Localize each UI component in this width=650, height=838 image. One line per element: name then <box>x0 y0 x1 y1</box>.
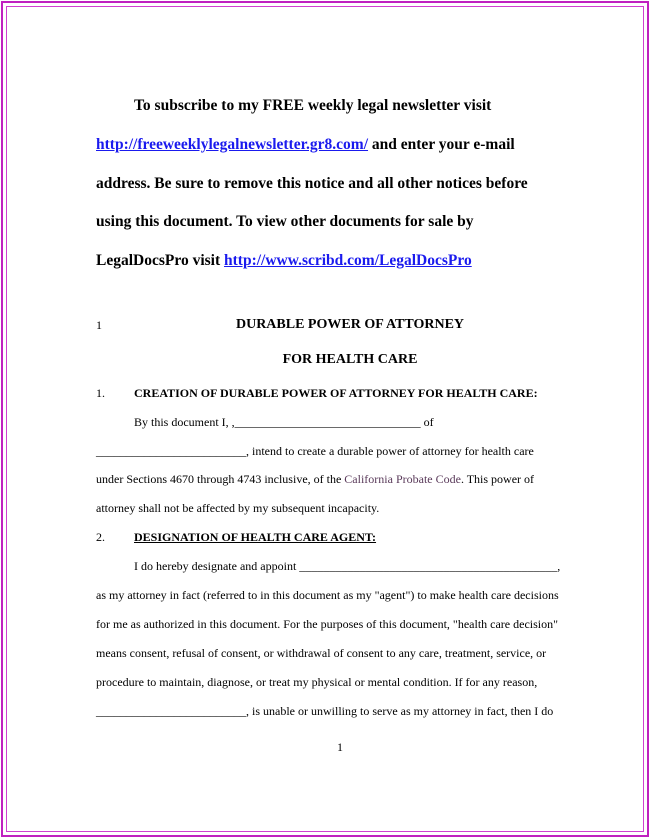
notice-line-1: To subscribe to my FREE weekly legal newsletter visit <box>134 97 492 114</box>
notice-line-2-text: and enter your e-mail <box>368 136 515 153</box>
scribd-link[interactable]: http://www.scribd.com/LegalDocsPro <box>224 252 472 269</box>
notice-line-4: using this document. To view other documents for sale by <box>96 213 474 230</box>
section-1-heading: CREATION OF DURABLE POWER OF ATTORNEY FOR HEALTH CARE: <box>134 386 538 400</box>
document-title-line-1: DURABLE POWER OF ATTORNEY <box>235 317 465 332</box>
line-number: 1 <box>96 318 102 332</box>
california-probate-code: California Probate Code <box>344 472 461 486</box>
section-2-heading: DESIGNATION OF HEALTH CARE AGENT: <box>134 530 377 544</box>
section-1-line-3 <box>96 472 592 487</box>
section-1-line-4: attorney shall not be affected by my subsequent incapacity. <box>96 501 380 515</box>
notice-line-5 <box>96 251 596 271</box>
document-title-line-2: FOR HEALTH CARE <box>282 352 418 367</box>
section-2-line-1: I do hereby designate and appoint ___________________________________________, <box>134 559 561 573</box>
notice-line-5-text: LegalDocsPro visit <box>96 252 225 269</box>
section-1-line-3-prefix: under Sections 4670 through 4743 inclusive, of the <box>96 472 345 486</box>
section-2-number: 2. <box>96 530 105 544</box>
newsletter-link[interactable]: http://freeweeklylegalnewsletter.gr8.com/ <box>96 136 369 153</box>
page-number: 1 <box>337 740 343 754</box>
section-2-line-6: _________________________, is unable or unwilling to serve as my attorney in fact, then I do <box>96 704 554 718</box>
section-1-line-1: By this document I, ,_______________________________ of <box>134 415 434 429</box>
notice-line-3: address. Be sure to remove this notice and all other notices before <box>96 175 528 192</box>
section-1-line-3-suffix: . This power of <box>460 472 535 486</box>
section-2-line-5: procedure to maintain, diagnose, or treat my physical or mental condition. If for any reason, <box>96 675 538 689</box>
section-1-number: 1. <box>96 386 105 400</box>
notice-line-2 <box>96 135 596 155</box>
section-2-line-4: means consent, refusal of consent, or withdrawal of consent to any care, treatment, service, or <box>96 646 547 660</box>
section-1-line-2: _________________________, intend to create a durable power of attorney for health care <box>96 444 534 458</box>
section-2-line-2: as my attorney in fact (referred to in this document as my "agent") to make health care decisions <box>96 588 559 602</box>
section-2-line-3: for me as authorized in this document. For the purposes of this document, "health care decision" <box>96 617 559 631</box>
